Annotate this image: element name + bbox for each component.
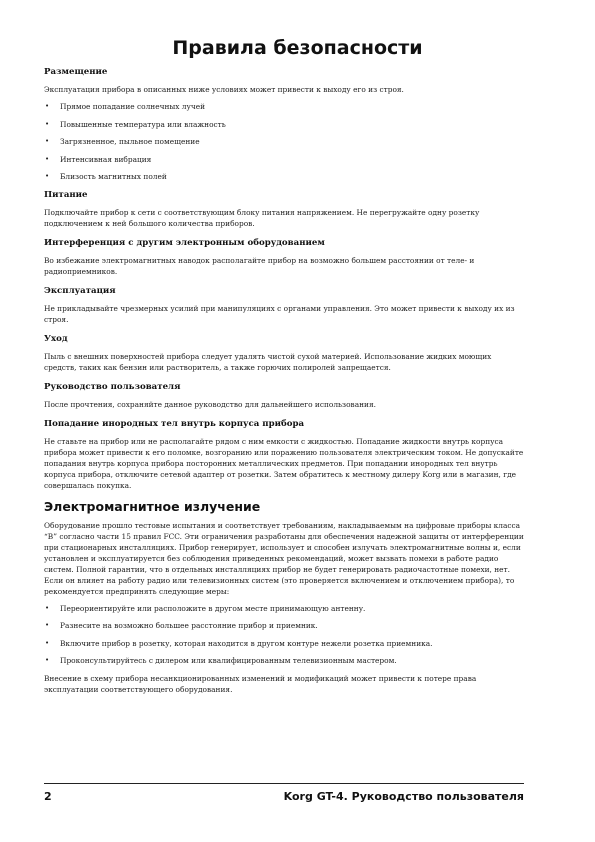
section-text: Пыль с внешних поверхностей прибора следует удалять чистой сухой материей. Использование жидких моющих средств, таких как бензин или растворитель, а также горючих полиролей запрещается. xyxy=(44,351,492,372)
footer-divider xyxy=(44,783,524,784)
section-emi xyxy=(44,499,524,695)
section-placement xyxy=(44,66,524,182)
page-title: Правила безопасности xyxy=(172,37,423,59)
section-interference xyxy=(44,237,524,277)
section-heading: Интерференция с другим электронным оборудованием xyxy=(44,237,325,248)
bullet-icon: • xyxy=(45,172,50,180)
section-heading: Попадание инородных тел внутрь корпуса прибора xyxy=(44,418,305,429)
footer-title: Korg GT-4. Руководство пользователя xyxy=(283,790,524,803)
list-item xyxy=(44,101,524,112)
list-item-text: Загрязненное, пыльное помещение xyxy=(60,137,200,146)
emi-text: Оборудование прошло тестовые испытания и соответствует требованиям, накладываемым на цифровые приборы класса “B” согласно части 15 правил FCC. Эти ограничения разработаны для обеспечения надежной защиты от интерференции при стационарных инсталляциях. Прибор генерирует, использует и способен излучать электромагнитные волны и, если установлен и эксплуатируется без соблюдения приведенных рекомендаций, может вызвать помехи в работе радио систем. Полной гарантии, что в отдельных инсталляциях прибор не будет генерировать радиочастотные помехи, нет. Если он влияет на работу радио или телевизионных систем (это проверяется включением и отключением прибора), то рекомендуется предпринять следующие меры: xyxy=(44,520,524,596)
section-foreign-objects xyxy=(44,418,524,491)
section-text: После прочтения, сохраняйте данное руководство для дальнейшего использования. xyxy=(44,399,376,409)
list-item xyxy=(44,119,524,130)
bullet-icon: • xyxy=(45,603,50,612)
section-text: Не прикладывайте чрезмерных усилий при манипуляциях с органами управления. Это может привести к выходу их из строя. xyxy=(44,303,515,324)
section-text: Во избежание электромагнитных наводок располагайте прибор на возможно большем расстоянии от теле- и радиоприемников. xyxy=(44,255,475,276)
list-item-text: Повышенные температура или влажность xyxy=(60,119,226,129)
emi-heading: Электромагнитное излучение xyxy=(44,498,261,514)
section-heading: Руководство пользователя xyxy=(44,381,181,392)
section-power xyxy=(44,189,524,229)
section-heading: Питание xyxy=(44,189,88,200)
list-item-text: Включите прибор в розетку, которая находится в другом контуре нежели розетка приемника. xyxy=(60,638,433,648)
list-item xyxy=(44,620,524,631)
list-item xyxy=(44,171,524,182)
section-intro: Эксплуатация прибора в описанных ниже условиях может привести к выходу его из строя. xyxy=(44,85,404,94)
list-item xyxy=(44,638,524,649)
list-item xyxy=(44,154,524,165)
list-item-text: Переориентируйте или расположите в другом месте принимающую антенну. xyxy=(60,603,366,613)
list-item-text: Близость магнитных полей xyxy=(60,172,167,181)
list-item-text: Проконсультируйтесь с дилером или квалифицированным телевизионным мастером. xyxy=(60,656,397,665)
bullet-icon: • xyxy=(45,102,50,110)
bullet-icon: • xyxy=(45,621,50,629)
section-heading: Эксплуатация xyxy=(44,285,116,296)
bullet-icon: • xyxy=(45,137,50,145)
page-number: 2 xyxy=(44,790,52,803)
bullet-icon: • xyxy=(45,638,50,647)
bullet-icon: • xyxy=(45,154,50,163)
list-item-text: Интенсивная вибрация xyxy=(60,154,152,164)
section-manual xyxy=(44,381,524,410)
section-heading: Уход xyxy=(44,333,68,344)
list-item-text: Разнесите на возможно большее расстояние прибор и приемник. xyxy=(60,621,318,630)
list-item xyxy=(44,603,524,614)
section-text: Не ставьте на прибор или не располагайте рядом с ним емкости с жидкостью. Попадание жидкости внутрь корпуса прибора может привести к его поломке, возгоранию или поражению пользователя электрическим током. Не допускайте попадания внутрь корпуса прибора посторонних металлических предметов. При попадании инородных тел внутрь корпуса прибора, отключите сетевой адаптер от розетки. Затем обратитесь к местному дилеру Korg или в магазин, где совершалась покупка. xyxy=(44,436,524,490)
bullet-icon: • xyxy=(45,656,50,664)
list-item xyxy=(44,655,524,666)
content-body xyxy=(44,66,524,703)
bullet-icon: • xyxy=(45,119,50,128)
emi-bullet-list xyxy=(44,603,524,667)
list-item xyxy=(44,136,524,147)
section-heading: Размещение xyxy=(44,67,108,77)
section-text: Подключайте прибор к сети с соответствующим блоку питания напряжением. Не перегружайте одну розетку подключением к ней большого количества приборов. xyxy=(44,207,480,228)
placement-bullet-list xyxy=(44,101,524,182)
section-operation xyxy=(44,285,524,325)
section-care xyxy=(44,333,524,373)
list-item-text: Прямое попадание солнечных лучей xyxy=(60,102,206,111)
emi-closing-text: Внесение в схему прибора несанкционированных изменений и модификаций может привести к потере права эксплуатации соответствующего оборудования. xyxy=(44,673,477,694)
